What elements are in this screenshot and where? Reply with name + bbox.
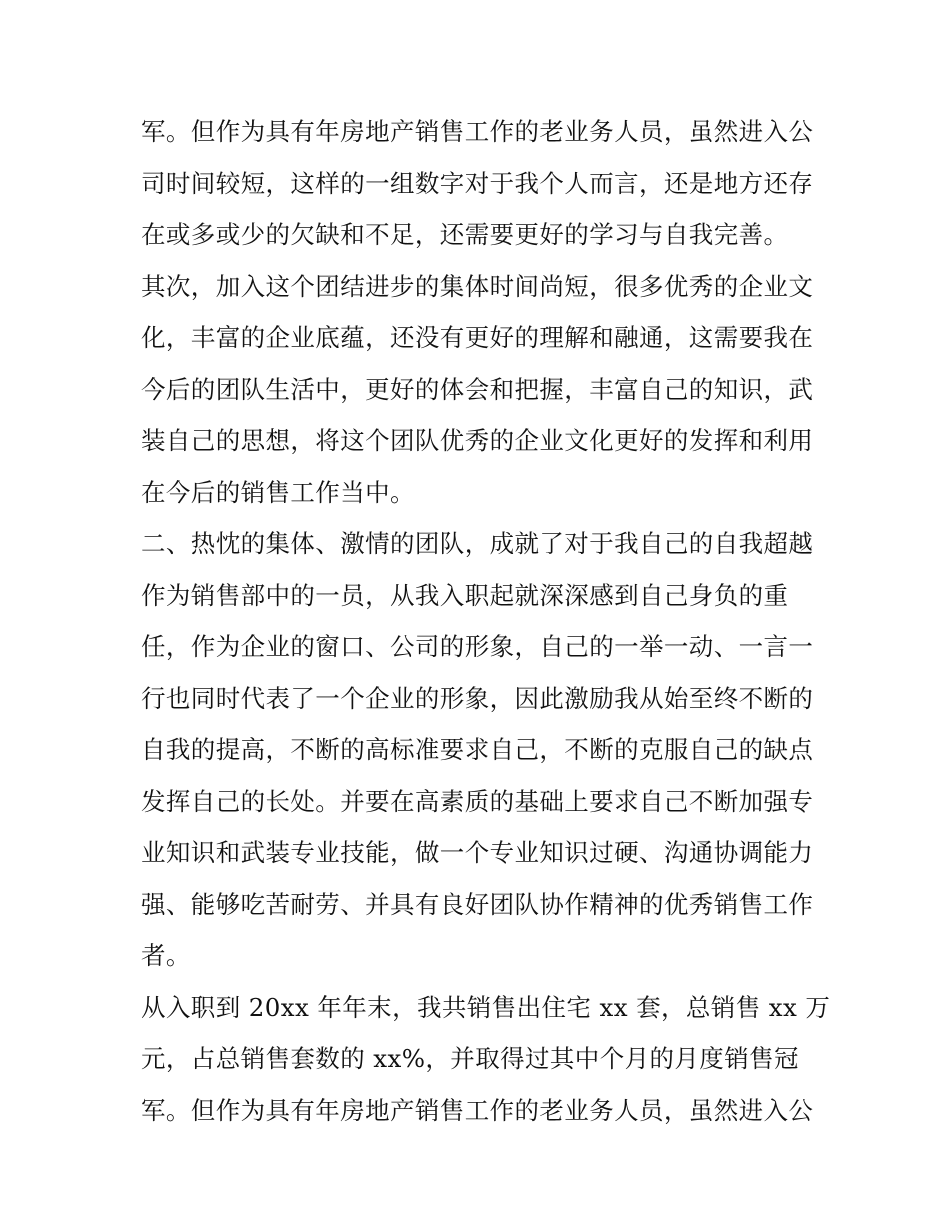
text-line: 业知识和武装专业技能，做一个专业知识过硬、沟通协调能力 xyxy=(141,838,814,867)
text-line: 化，丰富的企业底蕴，还没有更好的理解和融通，这需要我在 xyxy=(141,323,814,352)
text-line: 今后的团队生活中，更好的体会和把握，丰富自己的知识，武 xyxy=(141,374,814,404)
text-line: 装自己的思想，将这个团队优秀的企业文化更好的发挥和利用 xyxy=(141,426,814,455)
text-line: 在今后的销售工作当中。 xyxy=(141,477,415,507)
text-line: 强、能够吃苦耐劳、并具有良好团队协作精神的优秀销售工作 xyxy=(141,889,814,919)
text-line: 发挥自己的长处。并要在高素质的基础上要求自己不断加强专 xyxy=(141,786,814,816)
text-line: 者。 xyxy=(141,941,191,970)
text-line: 从入职到 20xx 年年末，我共销售出住宅 xx 套，总销售 xx 万 xyxy=(141,992,831,1022)
text-line: 军。但作为具有年房地产销售工作的老业务人员，虽然进入公 xyxy=(141,117,814,146)
text-line: 元，占总销售套数的 xx%，并取得过其中个月的月度销售冠 xyxy=(141,1044,799,1073)
text-line: 在或多或少的欠缺和不足，还需要更好的学习与自我完善。 xyxy=(141,220,789,249)
text-line: 作为销售部中的一员，从我入职起就深深感到自己身负的重 xyxy=(141,580,789,610)
text-line: 二、热忱的集体、激情的团队，成就了对于我自己的自我超越 xyxy=(141,529,814,558)
text-line: 行也同时代表了一个企业的形象，因此激励我从始至终不断的 xyxy=(141,683,814,713)
text-line: 自我的提高，不断的高标准要求自己，不断的克服自己的缺点 xyxy=(141,735,814,764)
text-line: 军。但作为具有年房地产销售工作的老业务人员，虽然进入公 xyxy=(141,1095,814,1125)
text-line: 其次，加入这个团结进步的集体时间尚短，很多优秀的企业文 xyxy=(141,271,814,301)
document-body xyxy=(141,106,831,1136)
text-line: 司时间较短，这样的一组数字对于我个人而言，还是地方还存 xyxy=(141,168,814,198)
text-line: 任，作为企业的窗口、公司的形象，自己的一举一动、一言一 xyxy=(141,632,814,661)
